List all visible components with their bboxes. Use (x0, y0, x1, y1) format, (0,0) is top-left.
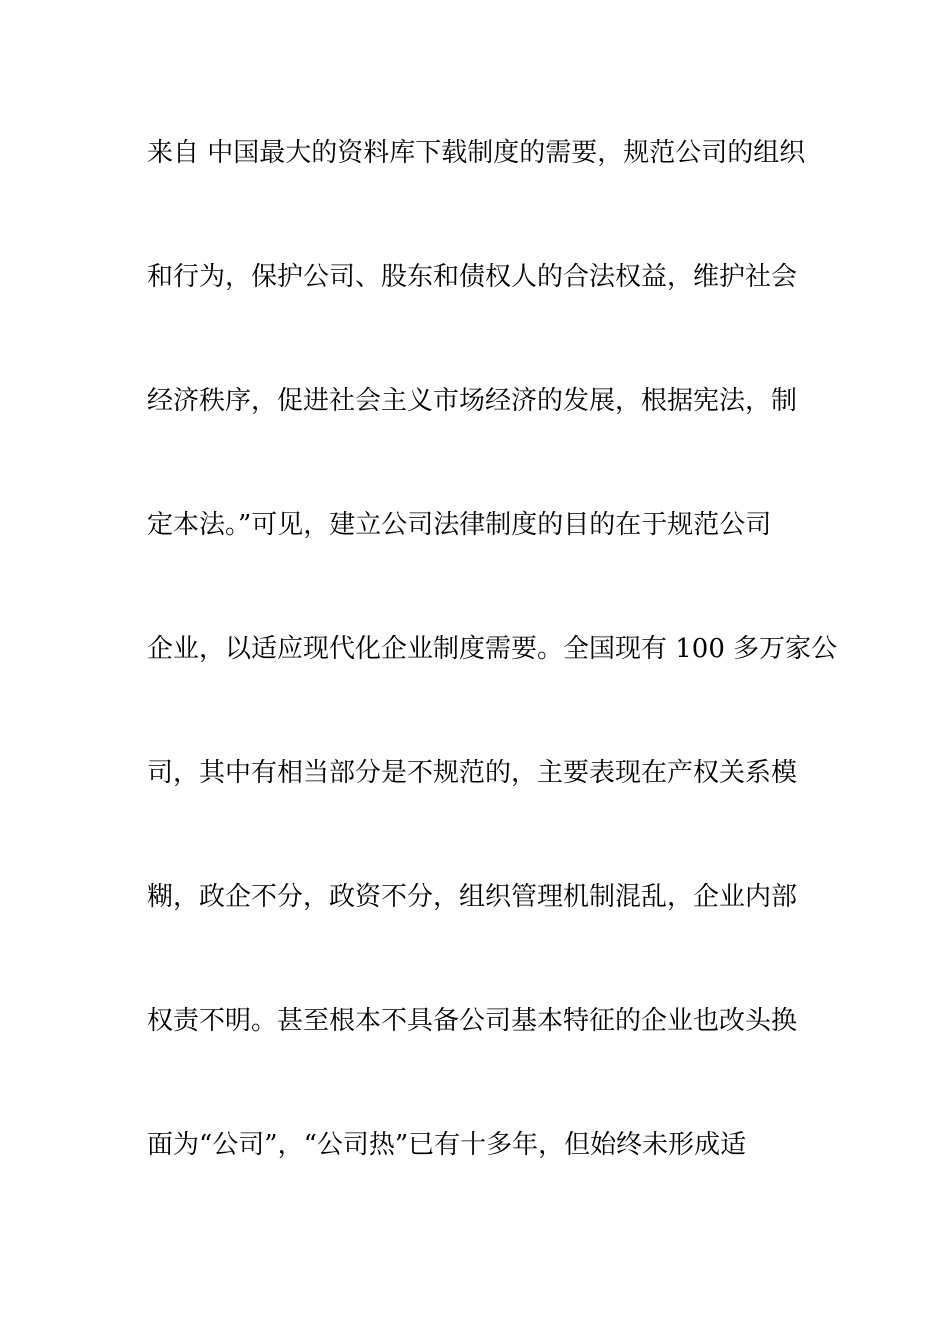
text-line: 经济秩序，促进社会主义市场经济的发展，根据宪法，制 (147, 386, 798, 416)
text-line: 司，其中有相当部分是不规范的，主要表现在产权关系模 (147, 758, 798, 788)
text-line: 和行为，保护公司、股东和债权人的合法权益，维护社会 (147, 262, 798, 292)
text-line: 来自 中国最大的资料库下载制度的需要，规范公司的组织 (147, 138, 806, 168)
text-line: 面为“公司”，“公司热”已有十多年，但始终未形成适 (147, 1130, 747, 1160)
text-line: 定本法。”可见，建立公司法律制度的目的在于规范公司 (147, 510, 772, 540)
text-line: 糊，政企不分，政资不分，组织管理机制混乱，企业内部 (147, 882, 798, 912)
text-line: 企业，以适应现代化企业制度需要。全国现有 100 多万家公 (147, 634, 838, 664)
text-line: 权责不明。甚至根本不具备公司基本特征的企业也改头换 (147, 1006, 798, 1036)
